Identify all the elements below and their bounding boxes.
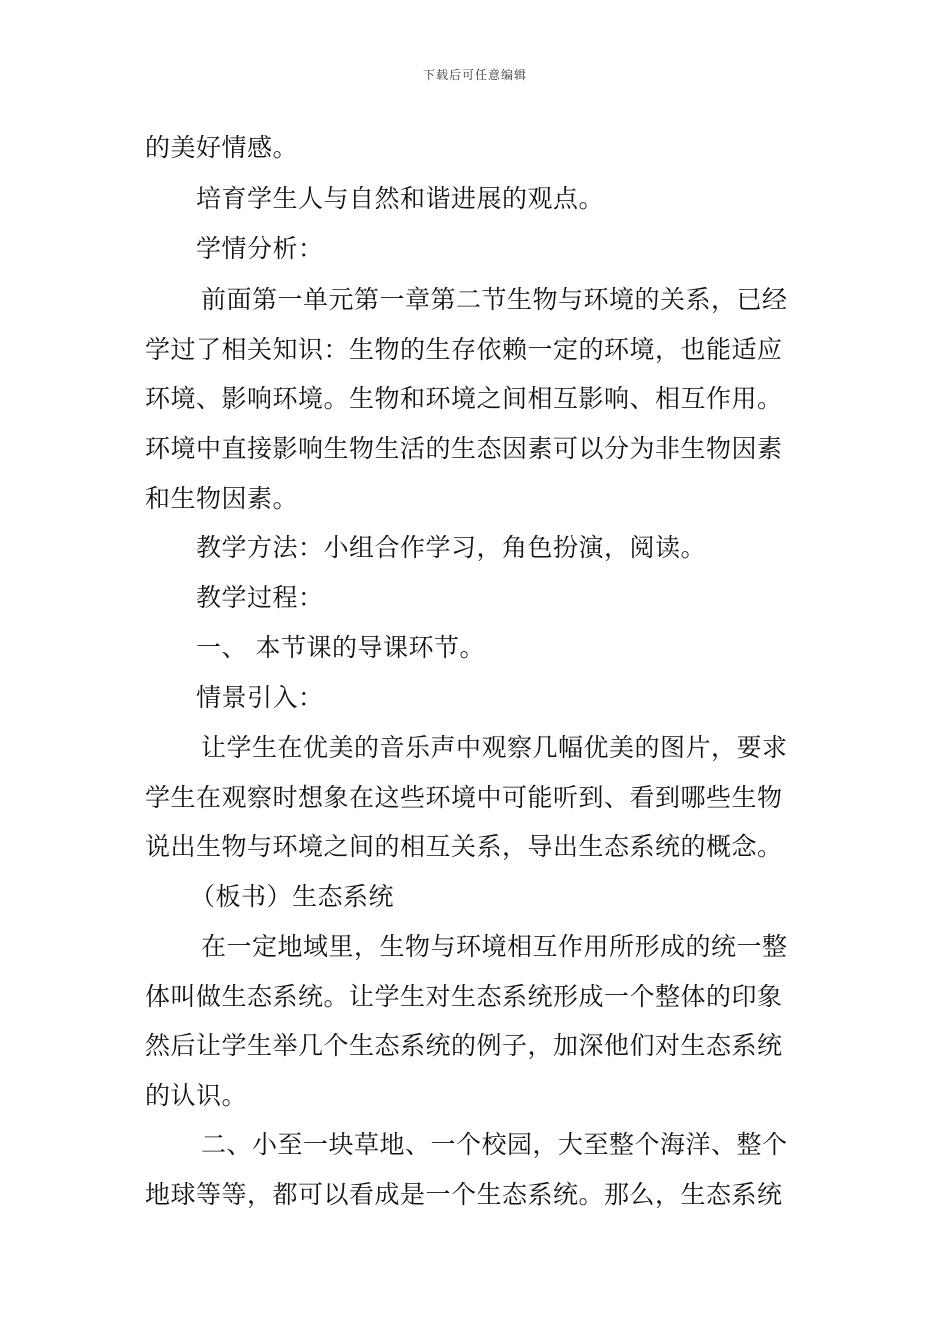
text-line: 让学生在优美的音乐声中观察几幅优美的图片，要求 xyxy=(201,733,788,762)
section-heading: 教学过程： xyxy=(196,583,324,612)
text-line: 和生物因素。 xyxy=(145,484,299,513)
text-line: 环境中直接影响生物生活的生态因素可以分为非生物因素 xyxy=(145,434,783,463)
section-heading: 情景引入： xyxy=(196,683,324,712)
section-heading: 学情分析： xyxy=(196,234,324,263)
text-line: （板书）生态系统 xyxy=(190,882,395,911)
text-line: 学生在观察时想象在这些环境中可能听到、看到哪些生物 xyxy=(145,783,783,812)
text-line: 环境、影响环境。生物和环境之间相互影响、相互作用。 xyxy=(145,384,783,413)
page-header: 下载后可任意编辑 xyxy=(422,68,527,82)
text-line: 的认识。 xyxy=(145,1081,248,1110)
text-line: 教学方法：小组合作学习，角色扮演，阅读。 xyxy=(196,533,707,562)
text-line: 前面第一单元第一章第二节生物与环境的关系，已经 xyxy=(201,285,788,314)
text-line: 学过了相关知识：生物的生存依赖一定的环境，也能适应 xyxy=(145,335,783,364)
text-line: 一、 本节课的导课环节。 xyxy=(196,633,485,662)
text-line: 在一定地域里，生物与环境相互作用所形成的统一整 xyxy=(201,932,788,961)
text-line: 培育学生人与自然和谐进展的观点。 xyxy=(196,184,605,213)
text-line: 地球等等，都可以看成是一个生态系统。那么，生态系统 xyxy=(145,1180,783,1209)
text-line: 然后让学生举几个生态系统的例子，加深他们对生态系统 xyxy=(145,1031,783,1060)
text-line: 说出生物与环境之间的相互关系，导出生态系统的概念。 xyxy=(145,832,783,861)
text-line: 体叫做生态系统。让学生对生态系统形成一个整体的印象 xyxy=(145,982,783,1011)
text-line: 二、小至一块草地、一个校园，大至整个海洋、整个 xyxy=(201,1130,788,1159)
text-line: 的美好情感。 xyxy=(145,133,299,162)
